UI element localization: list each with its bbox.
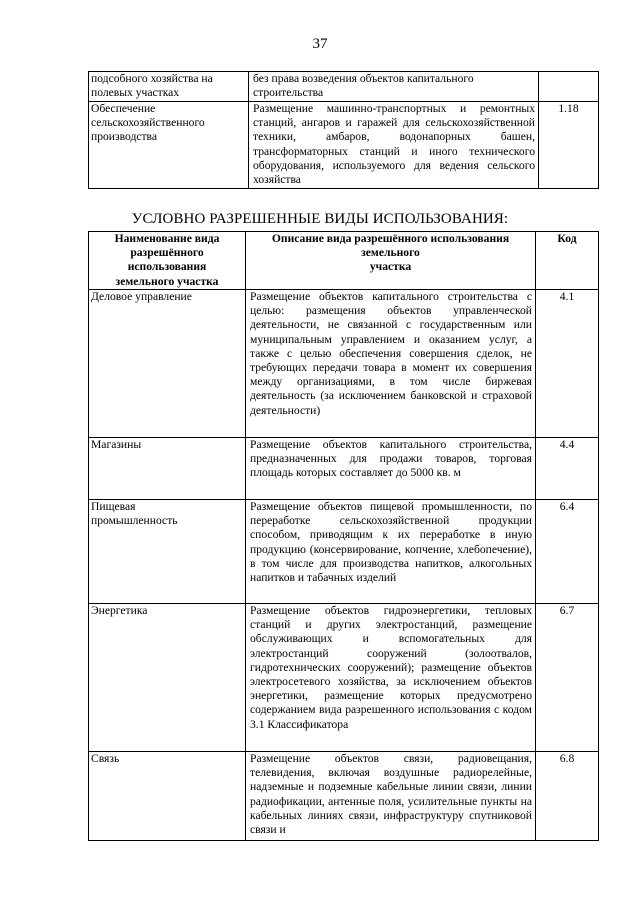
use-name-cell: Обеспечение сельскохозяйственного производства: [89, 102, 249, 189]
use-name-cell: Энергетика: [89, 604, 246, 752]
use-description-cell: Размещение машинно-транспортных и ремонтных станций, ангаров и гаражей для сельскохозяйственной техники, амбаров, водонапорных башен, трансформаторных станций и иного технического оборудования, используемого для ведения сельского хозяйства: [249, 102, 539, 189]
use-code-cell: 6.4: [536, 500, 599, 604]
use-code-cell: 6.8: [536, 752, 599, 841]
use-description-cell: Размещение объектов капитального строительства, предназначенных для продажи товаров, торговая площадь которых составляет до 5000 кв. м: [246, 438, 536, 500]
use-name-cell: Связь: [89, 752, 246, 841]
table-row: [89, 438, 599, 500]
table-row: [89, 290, 599, 438]
header-description: Описание вида разрешённого использования земельного участка: [246, 232, 536, 290]
use-description-cell: Размещение объектов связи, радиовещания, телевидения, включая воздушные радиорелейные, надземные и подземные кабельные линии связи, линии радиофикации, антенные поля, усилительные пункты на кабельных линиях связи, инфраструктуру спутниковой связи и: [246, 752, 536, 841]
table-row: [89, 72, 599, 102]
header-name: Наименование вида разрешённого использования земельного участка: [89, 232, 246, 290]
use-name-cell: Магазины: [89, 438, 246, 500]
use-description-cell: Размещение объектов пищевой промышленности, по переработке сельскохозяйственной продукции способом, приводящим к их переработке в иную продукцию (консервирование, копчение, хлебопечение), в том числе для производства напитков, алкогольных напитков и табачных изделий: [246, 500, 536, 604]
use-name-cell: Деловое управление: [89, 290, 246, 438]
use-code-cell: 4.4: [536, 438, 599, 500]
section-heading: УСЛОВНО РАЗРЕШЕННЫЕ ВИДЫ ИСПОЛЬЗОВАНИЯ:: [131, 211, 509, 227]
use-name-cell: подсобного хозяйства на полевых участках: [89, 72, 249, 102]
top-table: [88, 71, 599, 189]
conditional-uses-table: [88, 231, 599, 841]
use-code-cell: [539, 72, 599, 102]
use-code-cell: 1.18: [539, 102, 599, 189]
use-name-cell: Пищевая промышленность: [89, 500, 246, 604]
use-description-cell: Размещение объектов капитального строительства с целью: размещения объектов управленческой деятельности, не связанной с государственным или муниципальным управлением и оказанием услуг, а также с целью обеспечения совершения сделок, не требующих передачи товара в момент их совершения между организациями, в том числе биржевая деятельность (за исключением банковской и страховой деятельности): [246, 290, 536, 438]
table-header-row: [89, 232, 599, 290]
table-row: [89, 102, 599, 189]
table-row: [89, 752, 599, 841]
use-description-cell: Размещение объектов гидроэнергетики, тепловых станций и других электростанций, размещение обслуживающих и вспомогательных для электростанций сооружений (золоотвалов, гидротехнических сооружений); размещение объектов электросетевого хозяйства, за исключением объектов энергетики, размещение которых предусмотрено содержанием вида разрешенного использования с кодом 3.1 Классификатора: [246, 604, 536, 752]
header-code: Код: [536, 232, 599, 290]
use-code-cell: 6.7: [536, 604, 599, 752]
page-number: 37: [312, 36, 328, 52]
table-row: [89, 604, 599, 752]
use-description-cell: без права возведения объектов капитального строительства: [249, 72, 539, 102]
table-row: [89, 500, 599, 604]
use-code-cell: 4.1: [536, 290, 599, 438]
